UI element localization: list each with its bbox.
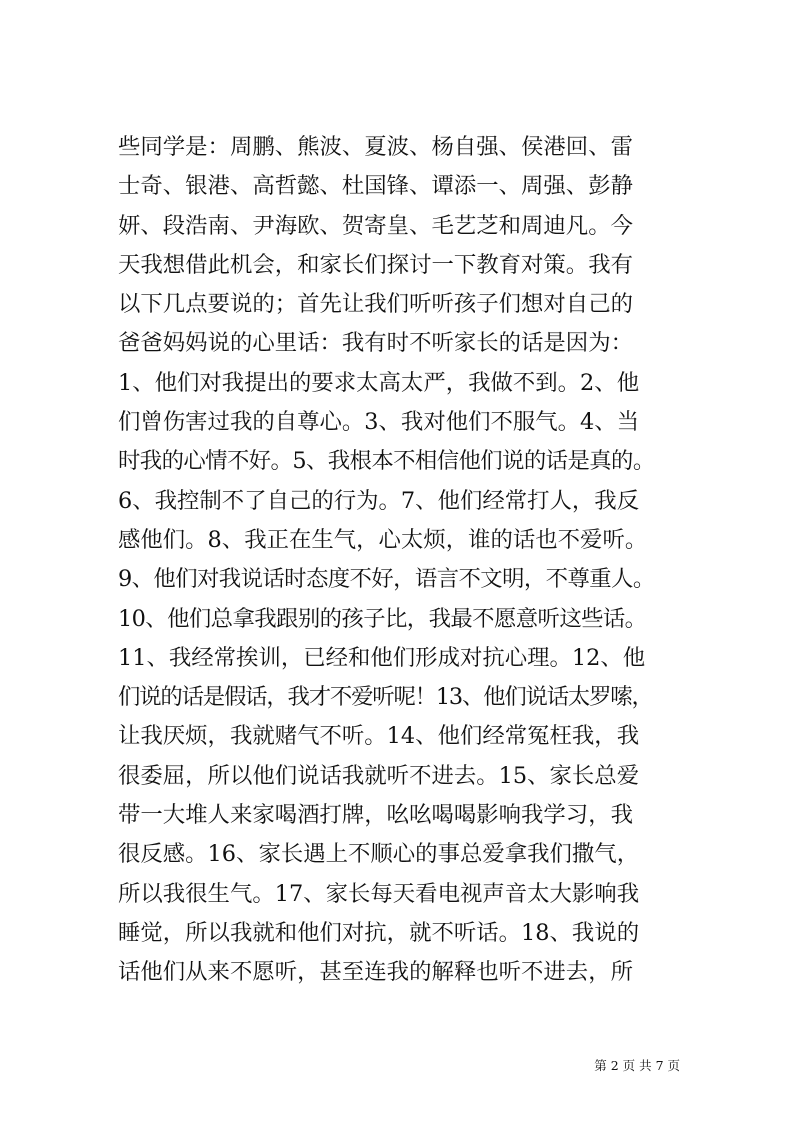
text-line-14: 11、我经常挨训，已经和他们形成对抗心理。12、他	[118, 644, 646, 671]
text-line-20: 所以我很生气。17、家长每天看电视声音太大影响我	[118, 880, 640, 907]
text-line-15: 们说的话是假话，我才不爱听呢！13、他们说话太罗嗦，	[118, 684, 653, 711]
text-line-3: 妍、段浩南、尹海欧、贺寄皇、毛艺芝和周迪凡。今	[118, 212, 633, 239]
text-line-19: 很反感。16、家长遇上不顺心的事总爱拿我们撒气，	[118, 841, 640, 868]
text-line-22: 话他们从来不愿听，甚至连我的解释也听不进去，所	[118, 959, 633, 986]
text-line-5: 以下几点要说的；首先让我们听听孩子们想对自己的	[118, 291, 633, 318]
text-line-11: 感他们。8、我正在生气，心太烦，谁的话也不爱听。	[118, 526, 648, 553]
page-number-footer: 第 2 页 共 7 页	[594, 1058, 680, 1073]
text-line-1: 些同学是：周鹏、熊波、夏波、杨自强、侯港回、雷	[118, 134, 633, 160]
text-line-8: 们曾伤害过我的自尊心。3、我对他们不服气。4、当	[118, 409, 640, 436]
text-line-6: 爸爸妈妈说的心里话：我有时不听家长的话是因为：	[118, 330, 633, 357]
text-line-13: 10、他们总拿我跟别的孩子比，我最不愿意听这些话。	[118, 605, 647, 632]
text-line-21: 睡觉，所以我就和他们对抗，就不听话。18、我说的	[118, 919, 640, 946]
text-line-2: 士奇、银港、高哲懿、杜国锋、谭添一、周强、彭静	[118, 173, 633, 200]
text-line-7: 1、他们对我提出的要求太高太严，我做不到。2、他	[118, 369, 640, 396]
text-line-16: 让我厌烦，我就赌气不听。14、他们经常冤枉我，我	[118, 723, 640, 750]
text-line-9: 时我的心情不好。5、我根本不相信他们说的话是真的。	[118, 448, 655, 475]
text-line-12: 9、他们对我说话时态度不好，语言不文明，不尊重人。	[118, 566, 655, 593]
body-text	[118, 128, 688, 993]
text-line-18: 带一大堆人来家喝酒打牌，吆吆喝喝影响我学习，我	[118, 802, 633, 829]
text-line-17: 很委屈，所以他们说话我就听不进去。15、家长总爱	[118, 762, 640, 789]
text-line-10: 6、我控制不了自己的行为。7、他们经常打人，我反	[118, 487, 640, 514]
text-line-4: 天我想借此机会，和家长们探讨一下教育对策。我有	[118, 251, 633, 278]
